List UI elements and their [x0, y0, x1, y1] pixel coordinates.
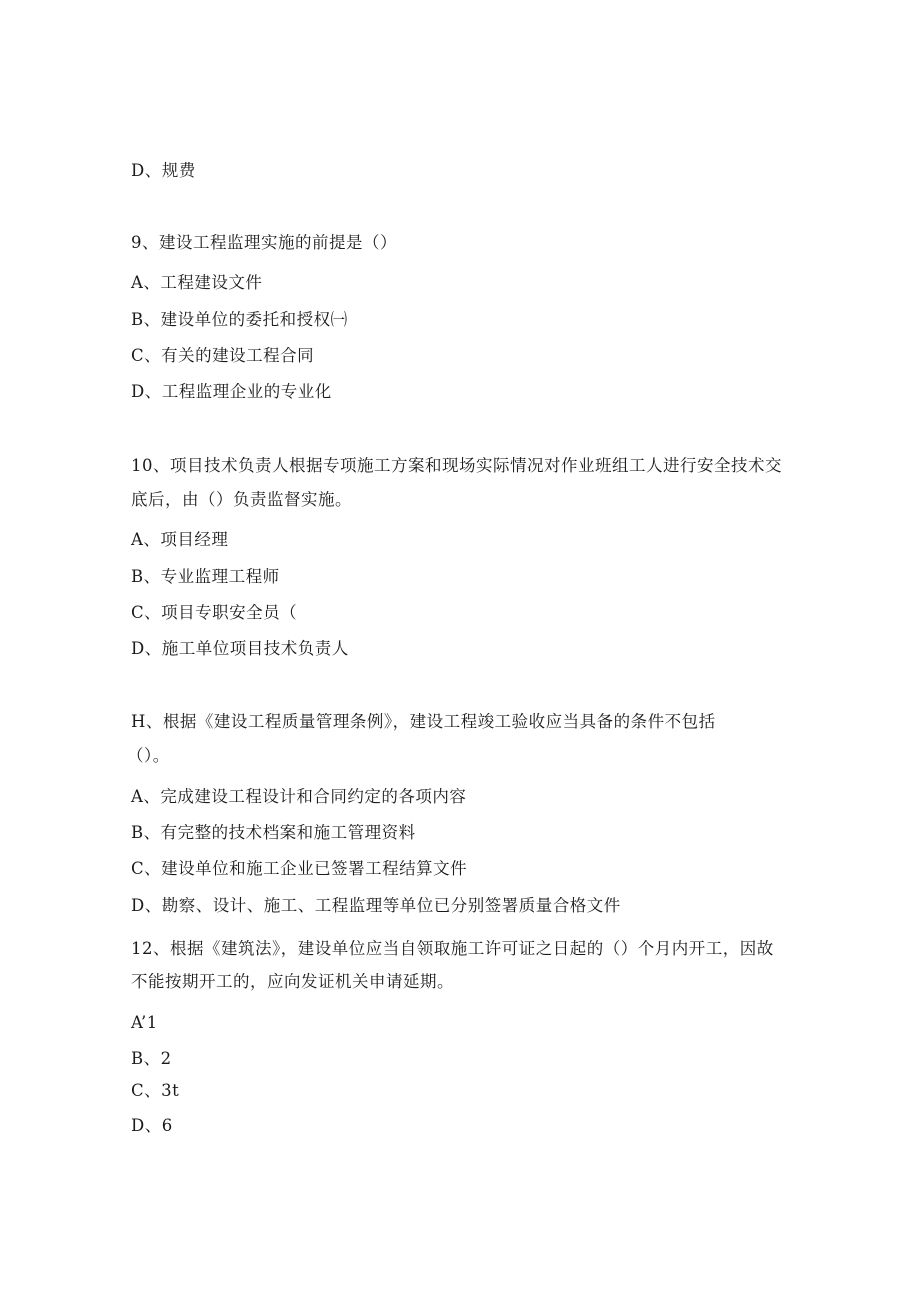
q10-stem-line2: 底后，由（）负责监督实施。 [131, 490, 352, 509]
q9-option-b: B、建设单位的委托和授权㈠ [131, 310, 348, 329]
q8-option-d: D、规费 [131, 161, 196, 180]
q11-option-d: D、勘察、设计、施工、工程监理等单位已分别签署质量合格文件 [131, 896, 621, 915]
q12-stem-line2: 不能按期开工的，应向发证机关申请延期。 [131, 972, 454, 991]
q11-option-c: C、建设单位和施工企业已签署工程结算文件 [131, 859, 468, 878]
q10-option-a: A、项目经理 [131, 530, 229, 549]
q10-stem-line1: 10、项目技术负责人根据专项施工方案和现场实际情况对作业班组工人进行安全技术交 [131, 456, 782, 475]
q11-stem-line1: H、根据《建设工程质量管理条例》，建设工程竣工验收应当具备的条件不包括 [131, 712, 716, 731]
q10-option-b: B、专业监理工程师 [131, 567, 280, 586]
q10-option-d: D、施工单位项目技术负责人 [131, 639, 349, 658]
q9-stem: 9、建设工程监理实施的前提是（） [131, 233, 397, 252]
q12-option-c: C、3t [131, 1081, 180, 1100]
q12-stem-line1: 12、根据《建筑法》，建设单位应当自领取施工许可证之日起的（）个月内开工，因故 [131, 939, 774, 958]
q11-option-b: B、有完整的技术档案和施工管理资料 [131, 823, 416, 842]
q9-option-a: A、工程建设文件 [131, 273, 263, 292]
q11-stem-line2: （）。 [127, 746, 170, 765]
q10-option-c: C、项目专职安全员（ [131, 603, 298, 622]
q12-option-b: B、2 [131, 1049, 172, 1068]
q12-option-a: A’1 [131, 1013, 158, 1032]
q12-option-d: D、6 [131, 1116, 173, 1135]
q9-option-d: D、工程监理企业的专业化 [131, 382, 332, 401]
q11-option-a: A、完成建设工程设计和合同约定的各项内容 [131, 787, 467, 806]
q9-option-c: C、有关的建设工程合同 [131, 346, 315, 365]
